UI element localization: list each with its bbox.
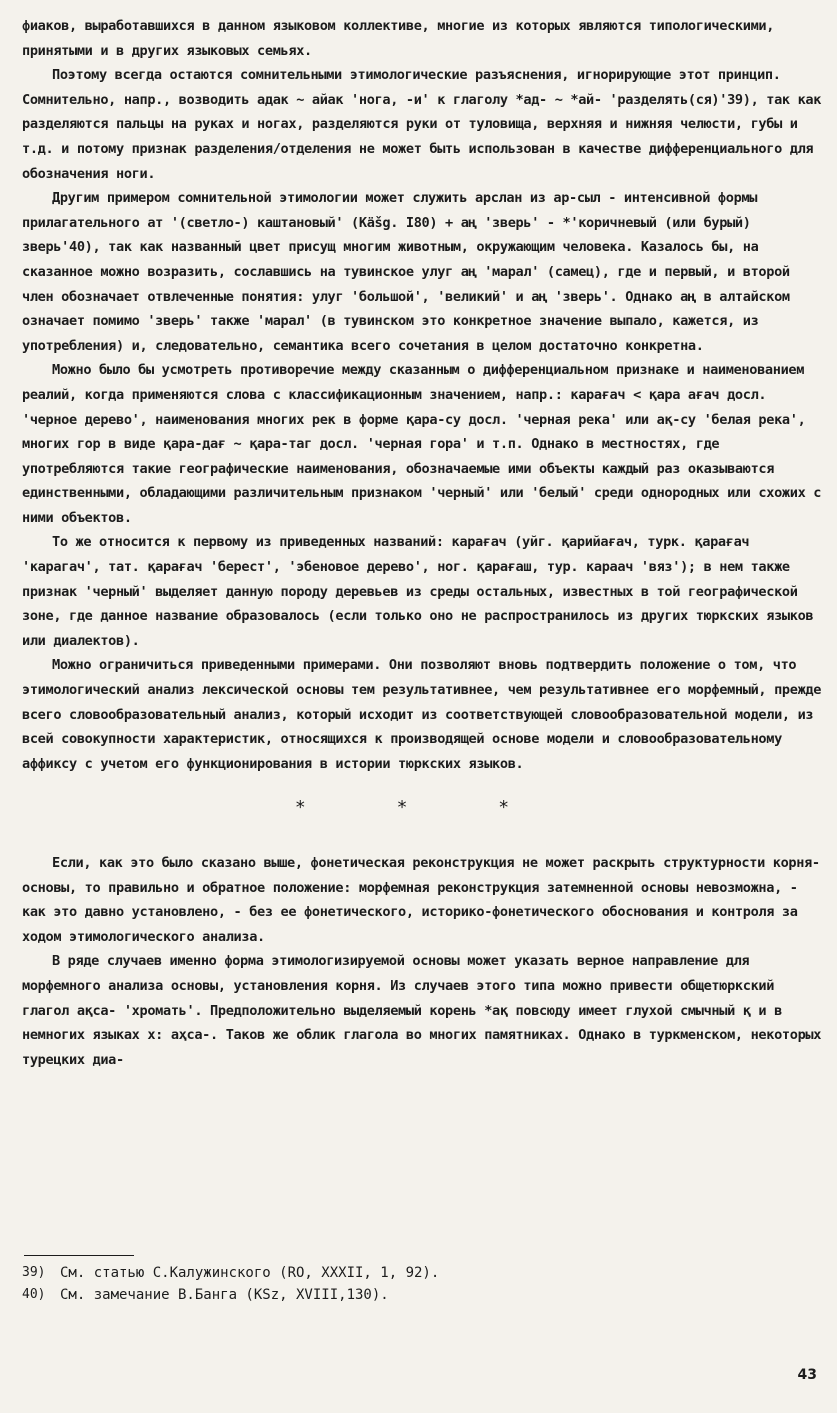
- footnote-divider: [24, 1255, 134, 1256]
- paragraph-8: В ряде случаев именно форма этимологизируемой основы может указать верное направление для морфемного анализа основы, установления корня. Из случаев этого типа можно привести общетюркский глагол ақса- 'хромать'. Предположительно выделяемый корень *ақ повсюду имеет глухой смычный қ и в немногих языках х: аҳса-. Таков же облик глагола во многих памятниках. Однако в туркменском, некоторых турецких диа-: [22, 953, 822, 1068]
- paragraph-3: Другим примером сомнительной этимологии может служить арслан из ар-сыл - интенсивной формы прилагательного ат '(светло-) каштановый' (Käšg. I80) + аң 'зверь' - *'коричневый (или бурый) зверь'40), так как названный цвет присущ многим животным, окружающим человека. Казалось бы, на сказанное можно возразить, сославшись на тувинское улуг аң 'марал' (самец), где и первый, и второй член обозначает отвлеченные понятия: улуг 'большой', 'великий' и аң 'зверь'. Однако аң в алтайском означает помимо 'зверь' также 'марал' (в тувинском это конкретное значение выпало, кажется, из употребления) и, следовательно, семантика всего сочетания в целом достаточно конкретна.: [22, 190, 790, 354]
- footnote-number: 39): [22, 1265, 46, 1280]
- paragraph-5: То же относится к первому из приведенных названий: карағач (уйг. қарийағач, турк. қарағач 'карагач', тат. қарағач 'берест', 'эбеновое дерево', ног. қарағаш, тур. караач 'вяз'); в нем также признак 'черный' выделяет данную породу деревьев из среды остальных, известных в той географической зоне, где данное название образовалось (если только оно не распространилось из других тюркских языков или диалектов).: [22, 534, 814, 649]
- section-separator: * * *: [294, 797, 550, 819]
- paragraph-6: Можно ограничиться приведенными примерами. Они позволяют вновь подтвердить положение о том, что этимологический анализ лексической основы тем результативнее, чем результативнее его морфемный, прежде всего словообразовательный анализ, который исходит из соответствующей словообразовательной модели, из всей совокупности характеристик, относящихся к производящей основе модели и словообразовательному аффиксу с учетом его функционирования в истории тюркских языков.: [22, 657, 822, 772]
- paragraph-1: фиаков, выработавшихся в данном языковом коллективе, многие из которых являются типологическими, принятыми и в других языковых семьях.: [22, 18, 775, 59]
- footnote-text: См. замечание В.Банга (KSz, XVIII,130).: [60, 1287, 389, 1303]
- page-number: 43: [797, 1367, 817, 1383]
- paragraph-2: Поэтому всегда остаются сомнительными этимологические разъяснения, игнорирующие этот принцип. Сомнительно, напр., возводить адак ~ айак 'нога, -и' к глаголу *ад- ~ *ай- 'разделять(ся)'39), так как разделяются пальцы на руках и ногах, разделяются руки от туловища, верхняя и нижняя челюсти, губы и т.д. и потому признак разделения/отделения не может быть использован в качестве дифференциального для обозначения ноги.: [22, 67, 822, 182]
- footnote: [22, 1284, 802, 1306]
- footnote: [22, 1262, 802, 1284]
- main-text: [22, 14, 822, 1072]
- footnote-number: 40): [22, 1287, 46, 1302]
- footnotes: [22, 1262, 802, 1306]
- paragraph-4: Можно было бы усмотреть противоречие между сказанным о дифференциальном признаке и наименованием реалий, когда применяются слова с классификационным значением, напр.: карағач < қара ағач досл. 'черное дерево', наименования многих рек в форме қара-су досл. 'черная река' или ақ-су 'белая река', многих гор в виде қара-дағ ~ қара-таг досл. 'черная гора' и т.п. Однако в местностях, где употребляются такие географические наименования, обозначаемые ими объекты каждый раз оказываются единственными, обладающими различительным признаком 'черный' или 'белый' среди однородных или схожих с ними объектов.: [22, 362, 822, 526]
- paragraph-7: Если, как это было сказано выше, фонетическая реконструкция не может раскрыть структурности корня-основы, то правильно и обратное положение: морфемная реконструкция затемненной основы невозможна, - как это давно установлено, - без ее фонетического, историко-фонетического обоснования и контроля за ходом этимологического анализа.: [22, 855, 820, 945]
- footnote-text: См. статью С.Калужинского (RO, XXXII, 1, 92).: [60, 1265, 440, 1281]
